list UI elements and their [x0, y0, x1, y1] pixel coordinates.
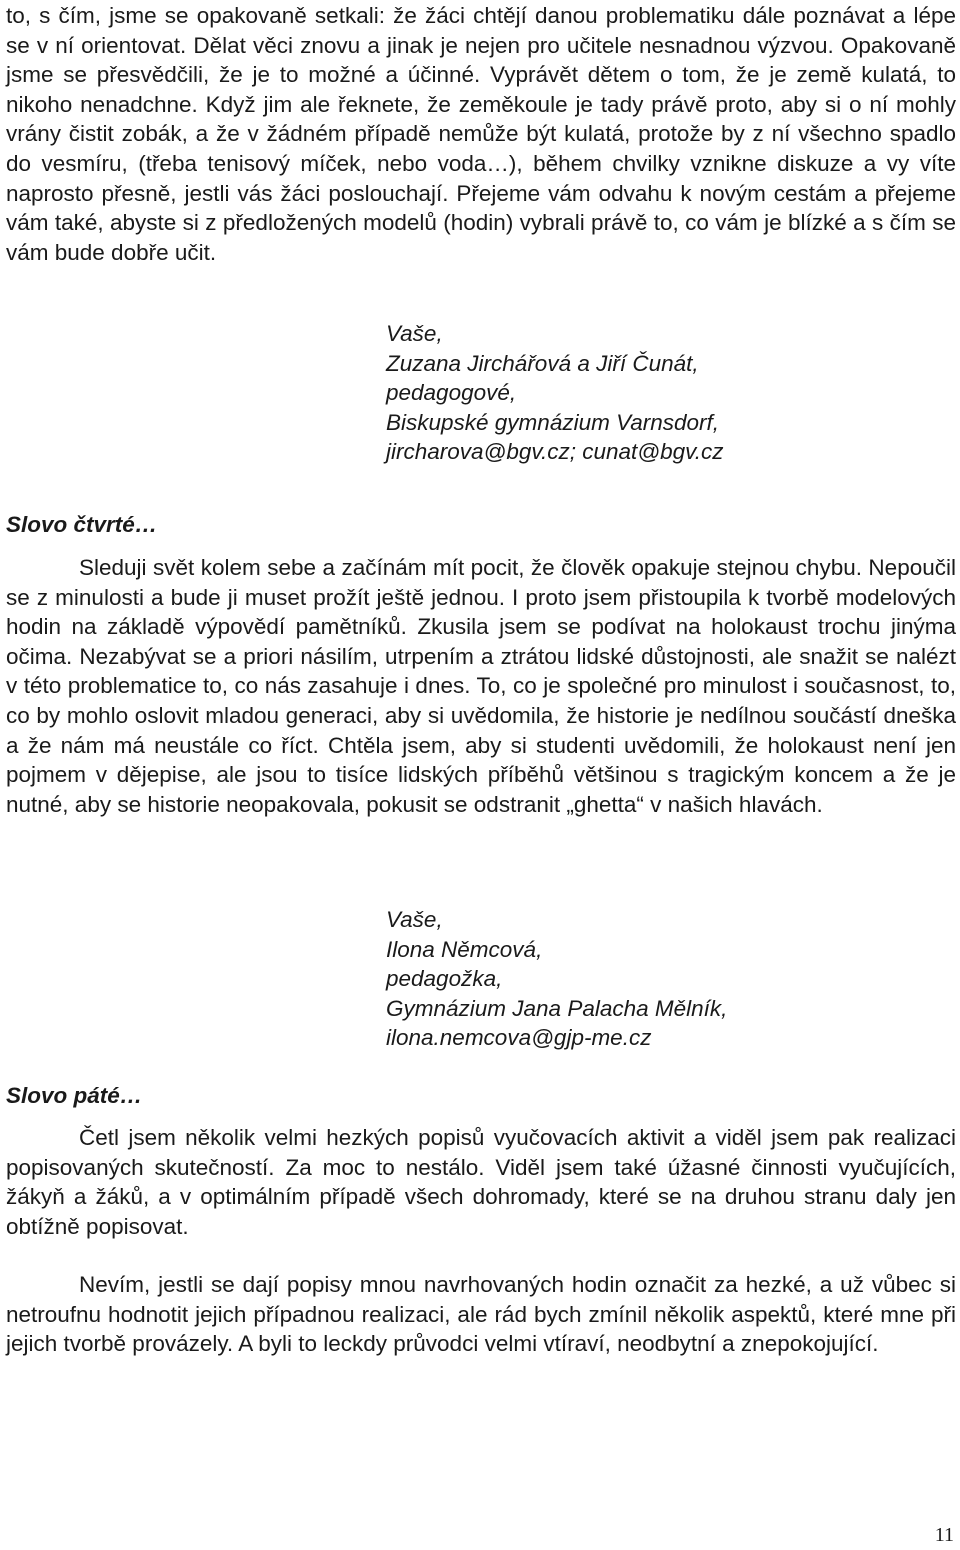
signature-email: jircharova@bgv.cz; cunat@bgv.cz — [386, 439, 724, 465]
section-heading-fourth: Slovo čtvrté… — [6, 512, 158, 537]
continuation-paragraph: to, s čím, jsme se opakovaně setkali: že žáci chtějí danou problematiku dále poznávat a lépe se v ní orientovat. Dělat věci znovu a jinak je nejen pro učitele nesnadnou výzvou. Opakovaně jsme se přesvědčili, že je to možné a účinné. Vyprávět dětem o tom, že je země kulatá, to nikoho nenadchne. Když jim ale řeknete, že zeměkoule je tady právě proto, aby si o ní mohly vrány čistit zobák, a že v žádném případě nemůže být kulatá, protože by z ní všechno spadlo do vesmíru, (třeba tenisový míček, nebo voda…), během chvilky vznikne diskuze a vy víte naprosto přesně, jestli vás žáci poslouchají. Přejeme vám odvahu k novým cestám a přejeme vám také, abyste si z předložených modelů (hodin) vybrali právě to, co vám je blízké a s čím se vám bude dobře učit. — [6, 3, 956, 265]
page-number: 11 — [934, 1524, 954, 1546]
signature-greeting: Vaše, — [386, 321, 443, 346]
signature-block-1 — [386, 319, 723, 467]
section-heading-fifth: Slovo páté… — [6, 1083, 143, 1108]
signature-names: Zuzana Jirchářová a Jiří Čunát, — [386, 350, 699, 376]
document-page — [6, 0, 956, 1550]
signature-block-2 — [386, 905, 727, 1053]
signature-names: Ilona Němcová, — [386, 936, 543, 962]
signature-greeting: Vaše, — [386, 907, 443, 932]
section-fourth-paragraph: Sleduji svět kolem sebe a začínám mít pocit, že člověk opakuje stejnou chybu. Nepoučil se z minulosti a bude ji muset prožít ještě jednou. I proto jsem přistoupila k tvorbě modelových hodin na základě výpovědí pamětníků. Zkusila jsem se podívat na holokaust trochu jinýma očima. Nezabývat se a priori násilím, utrpením a ztrátou lidské důstojnosti, ale snažit se nalézt v této problematice to, co nás zasahuje i dnes. To, co je společné pro minulost i současnost, to, co by mohlo oslovit mladou generaci, aby si uvědomila, že historie je nedílnou součástí dneška a že nám má neustále co říct. Chtěla jsem, aby si studenti uvědomili, že holokaust není jen pojmem v dějepise, ale jsou to tisíce lidských příběhů většinou s tragickým koncem a že je nutné, aby se historie neopakovala, pokusit se odstranit „ghetta“ v našich hlavách. — [6, 555, 956, 817]
signature-school: Biskupské gymnázium Varnsdorf, — [386, 409, 720, 435]
signature-role: pedagogové, — [386, 380, 517, 406]
signature-role: pedagožka, — [386, 966, 503, 992]
signature-school: Gymnázium Jana Palacha Mělník, — [386, 995, 728, 1021]
signature-email: ilona.nemcova@gjp-me.cz — [386, 1025, 652, 1051]
section-fifth-paragraph-2: Nevím, jestli se dají popisy mnou navrhovaných hodin označit za hezké, a už vůbec si netroufnu hodnotit jejich případnou realizaci, ale rád bych zmínil několik aspektů, které mne při jejich tvorbě provázely. A byli to leckdy průvodci velmi vtíraví, neodbytní a znepokojující. — [6, 1272, 956, 1357]
section-fifth-paragraph-1: Četl jsem několik velmi hezkých popisů vyučovacích aktivit a viděl jsem pak realizaci popisovaných skutečností. Za moc to nestálo. Viděl jsem také úžasné činnosti vyučujících, žákyň a žáků, a v optimálním případě všech dohromady, které se na druhou stranu daly jen obtížně popisovat. — [6, 1125, 956, 1239]
